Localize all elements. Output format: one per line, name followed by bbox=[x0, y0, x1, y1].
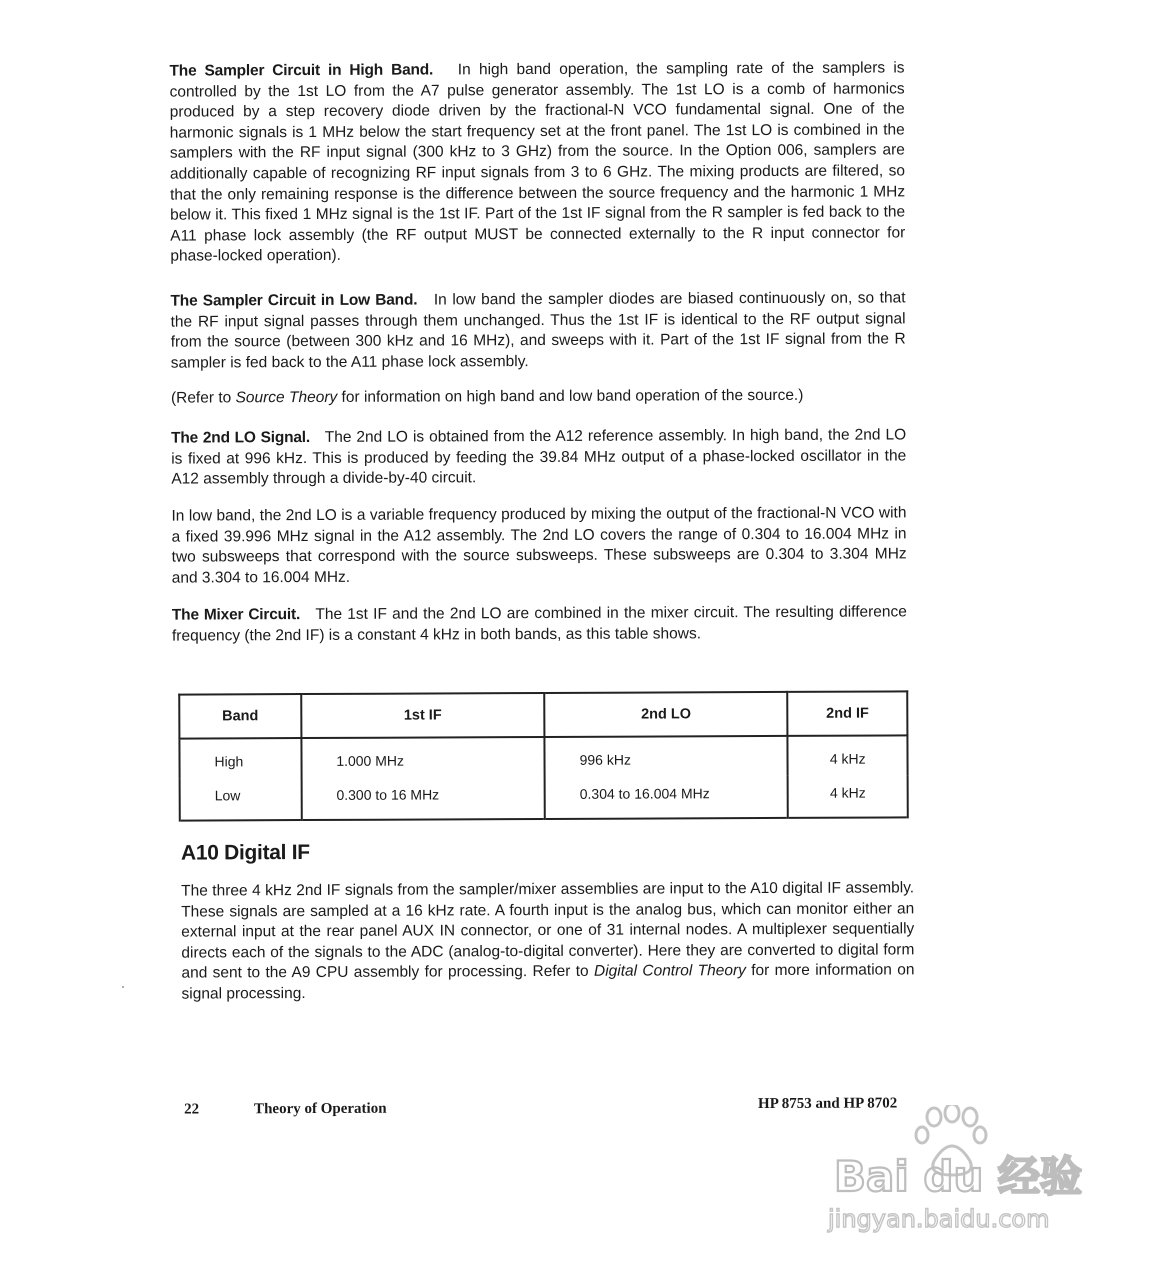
table-row bbox=[179, 735, 907, 778]
frequency-table bbox=[178, 690, 909, 821]
paragraph-low-band-lo bbox=[171, 503, 906, 589]
footer-section: Theory of Operation bbox=[254, 1100, 387, 1118]
page-number: 22 bbox=[184, 1101, 200, 1118]
paragraph-high-band bbox=[169, 58, 905, 267]
table-row bbox=[180, 775, 908, 820]
refer-source-theory: Source Theory bbox=[235, 388, 338, 407]
section-title-a10: A10 Digital IF bbox=[180, 841, 310, 865]
heading-mixer: The Mixer Circuit. bbox=[171, 606, 301, 624]
refer-prefix: (Refer to bbox=[170, 389, 236, 407]
cell-band: High bbox=[179, 738, 301, 779]
cell-2nd-lo: 0.304 to 16.004 MHz bbox=[545, 776, 788, 819]
watermark-logo: Bai du 经验 bbox=[834, 1152, 1082, 1201]
header-1st-if: 1st IF bbox=[301, 693, 544, 738]
heading-2nd-lo: The 2nd LO Signal. bbox=[171, 429, 311, 447]
footer-left bbox=[184, 1101, 387, 1119]
heading-low-band: The Sampler Circuit in Low Band. bbox=[170, 291, 418, 310]
text-2nd-lo: The 2nd LO is obtained from the A12 reference assembly. In high band, the 2nd LO is fixed at 996 kHz. This is produced by feeding the 39.84 MHz output of a phase-locked oscillator in the A12 assembly through a divide-by-40 circuit. bbox=[171, 426, 907, 488]
cell-2nd-if: 4 kHz bbox=[788, 775, 908, 818]
text-a10: The three 4 kHz 2nd IF signals from the sampler/mixer assemblies are input to the A10 digital IF assembly. These signals are sampled at a 16 kHz rate. A fourth input is the analog bus, which can monitor either an external input at the rear panel AUX IN connector, or one of 31 internal nodes. A multiplexer sequentially directs each of the signals to the ADC (analog-to-digital converter). Here they are converted to digital form and sent to the A9 CPU assembly for processing. Refer to bbox=[181, 879, 915, 982]
scan-speck bbox=[122, 986, 124, 988]
cell-1st-if: 0.300 to 16 MHz bbox=[301, 777, 544, 820]
paragraph-a10 bbox=[181, 878, 915, 1005]
header-band: Band bbox=[179, 694, 301, 739]
baidu-watermark bbox=[826, 1105, 1096, 1235]
text-mixer: The 1st IF and the 2nd LO are combined in the mixer circuit. The resulting difference frequency (the 2nd IF) is a constant 4 kHz in both bands, as this table shows. bbox=[171, 603, 907, 645]
digital-control-theory: Digital Control Theory bbox=[593, 962, 746, 981]
paragraph-low-band bbox=[170, 288, 905, 374]
cell-2nd-if: 4 kHz bbox=[788, 735, 908, 776]
paragraph-refer-source bbox=[171, 385, 906, 409]
paragraph-mixer bbox=[172, 602, 907, 646]
cell-1st-if: 1.000 MHz bbox=[301, 737, 544, 778]
paragraph-2nd-lo bbox=[171, 425, 906, 490]
header-2nd-if: 2nd IF bbox=[788, 691, 908, 736]
table-header-row bbox=[179, 691, 907, 738]
watermark-url: jingyan.baidu.com bbox=[828, 1205, 1050, 1233]
text-low-band: In low band the sampler diodes are biased continuously on, so that the RF input signal passes through them unchanged. Thus the 1st IF is identical to the RF output signal from the source (between 300 kHz and 16 MHz), and sweeps with it. Part of the 1st IF signal from the R sampler is fed back to the A11 phase lock assembly. bbox=[170, 289, 906, 372]
text-a10-suffix: for more information on signal processing. bbox=[181, 961, 915, 1003]
header-2nd-lo: 2nd LO bbox=[544, 692, 788, 737]
footer-model: HP 8753 and HP 8702 bbox=[757, 1095, 898, 1113]
text-high-band: In high band operation, the sampling rate of the samplers is controlled by the 1st LO from the A7 pulse generator assembly. The 1st LO is a comb of harmonics produced by a step recovery diode driven by the fractional-N VCO fundamental signal. One of the harmonic signals is 1 MHz below the start frequency set at the front panel. The 1st LO is combined in the samplers with the RF input signal (300 kHz to 3 GHz) from the source. In the Option 006, samplers are additionally capable of recognizing RF input signals from 3 to 6 GHz. The mixing products are filtered, so that the only remaining response is the difference between the source frequency and the harmonic 1 MHz below it. This fixed 1 MHz signal is the 1st IF. Part of the 1st IF signal from the R sampler is fed back to the A11 phase lock assembly (the RF output MUST be connected externally to the R input connector for phase-locked operation). bbox=[169, 59, 906, 265]
cell-band: Low bbox=[180, 778, 302, 821]
cell-2nd-lo: 996 kHz bbox=[544, 736, 787, 777]
heading-high-band: The Sampler Circuit in High Band. bbox=[169, 61, 434, 80]
refer-suffix: for information on high band and low band operation of the source.) bbox=[337, 386, 804, 406]
text-low-band-lo: In low band, the 2nd LO is a variable frequency produced by mixing the output of the fractional-N VCO with a fixed 39.996 MHz signal in the A12 assembly. The 2nd LO covers the range of 0.304 to 16.004 MHz in two subsweeps that correspond with the source subsweeps. These subsweeps are 0.304 to 3.304 MHz and 3.304 to 16.004 MHz. bbox=[171, 504, 907, 587]
